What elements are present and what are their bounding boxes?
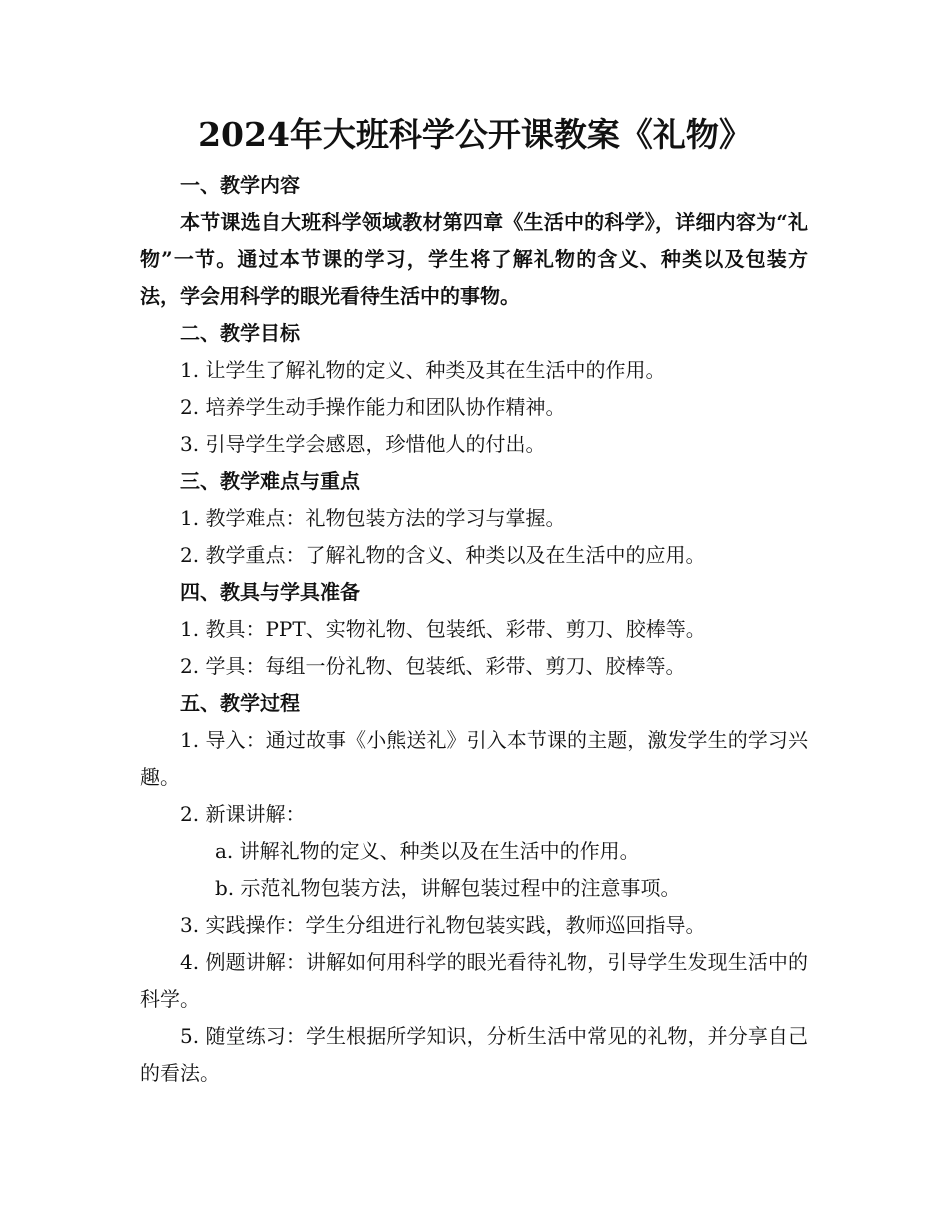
key-point-item-1: 1. 教学难点：礼物包装方法的学习与掌握。 <box>180 506 566 530</box>
materials-item-2: 2. 学具：每组一份礼物、包装纸、彩带、剪刀、胶棒等。 <box>180 654 686 678</box>
process-item-5: 5. 随堂练习：学生根据所学知识，分析生活中常见的礼物，并分享自己的看法。 <box>140 1024 808 1085</box>
materials-item-1: 1. 教具：PPT、实物礼物、包装纸、彩带、剪刀、胶棒等。 <box>180 617 706 641</box>
section-heading-process: 五、教学过程 <box>180 691 300 715</box>
content-paragraph: 本节课选自大班科学领域教材第四章《生活中的科学》，详细内容为“礼物”一节。通过本节课的学习，学生将了解礼物的含义、种类以及包装方法，学会用科学的眼光看待生活中的事物。 <box>140 210 808 308</box>
goal-item-1: 1. 让学生了解礼物的定义、种类及其在生活中的作用。 <box>180 358 666 382</box>
document-title: 2024年大班科学公开课教案《礼物》 <box>198 115 752 154</box>
process-item-1: 1. 导入：通过故事《小熊送礼》引入本节课的主题，激发学生的学习兴趣。 <box>140 728 808 789</box>
section-heading-key-points: 三、教学难点与重点 <box>180 469 360 493</box>
process-item-3: 3. 实践操作：学生分组进行礼物包装实践，教师巡回指导。 <box>180 913 706 937</box>
section-heading-content: 一、教学内容 <box>180 173 300 197</box>
section-heading-goals: 二、教学目标 <box>180 321 300 345</box>
goal-item-3: 3. 引导学生学会感恩，珍惜他人的付出。 <box>180 432 546 456</box>
key-point-item-2: 2. 教学重点：了解礼物的含义、种类以及在生活中的应用。 <box>180 543 706 567</box>
section-heading-materials: 四、教具与学具准备 <box>180 580 360 604</box>
process-item-2: 2. 新课讲解： <box>180 802 306 826</box>
process-subitem-b: b. 示范礼物包装方法，讲解包装过程中的注意事项。 <box>215 876 681 900</box>
goal-item-2: 2. 培养学生动手操作能力和团队协作精神。 <box>180 395 566 419</box>
process-item-4: 4. 例题讲解：讲解如何用科学的眼光看待礼物，引导学生发现生活中的科学。 <box>140 950 808 1011</box>
process-subitem-a: a. 讲解礼物的定义、种类以及在生活中的作用。 <box>215 839 640 863</box>
document-body <box>140 167 808 1092</box>
